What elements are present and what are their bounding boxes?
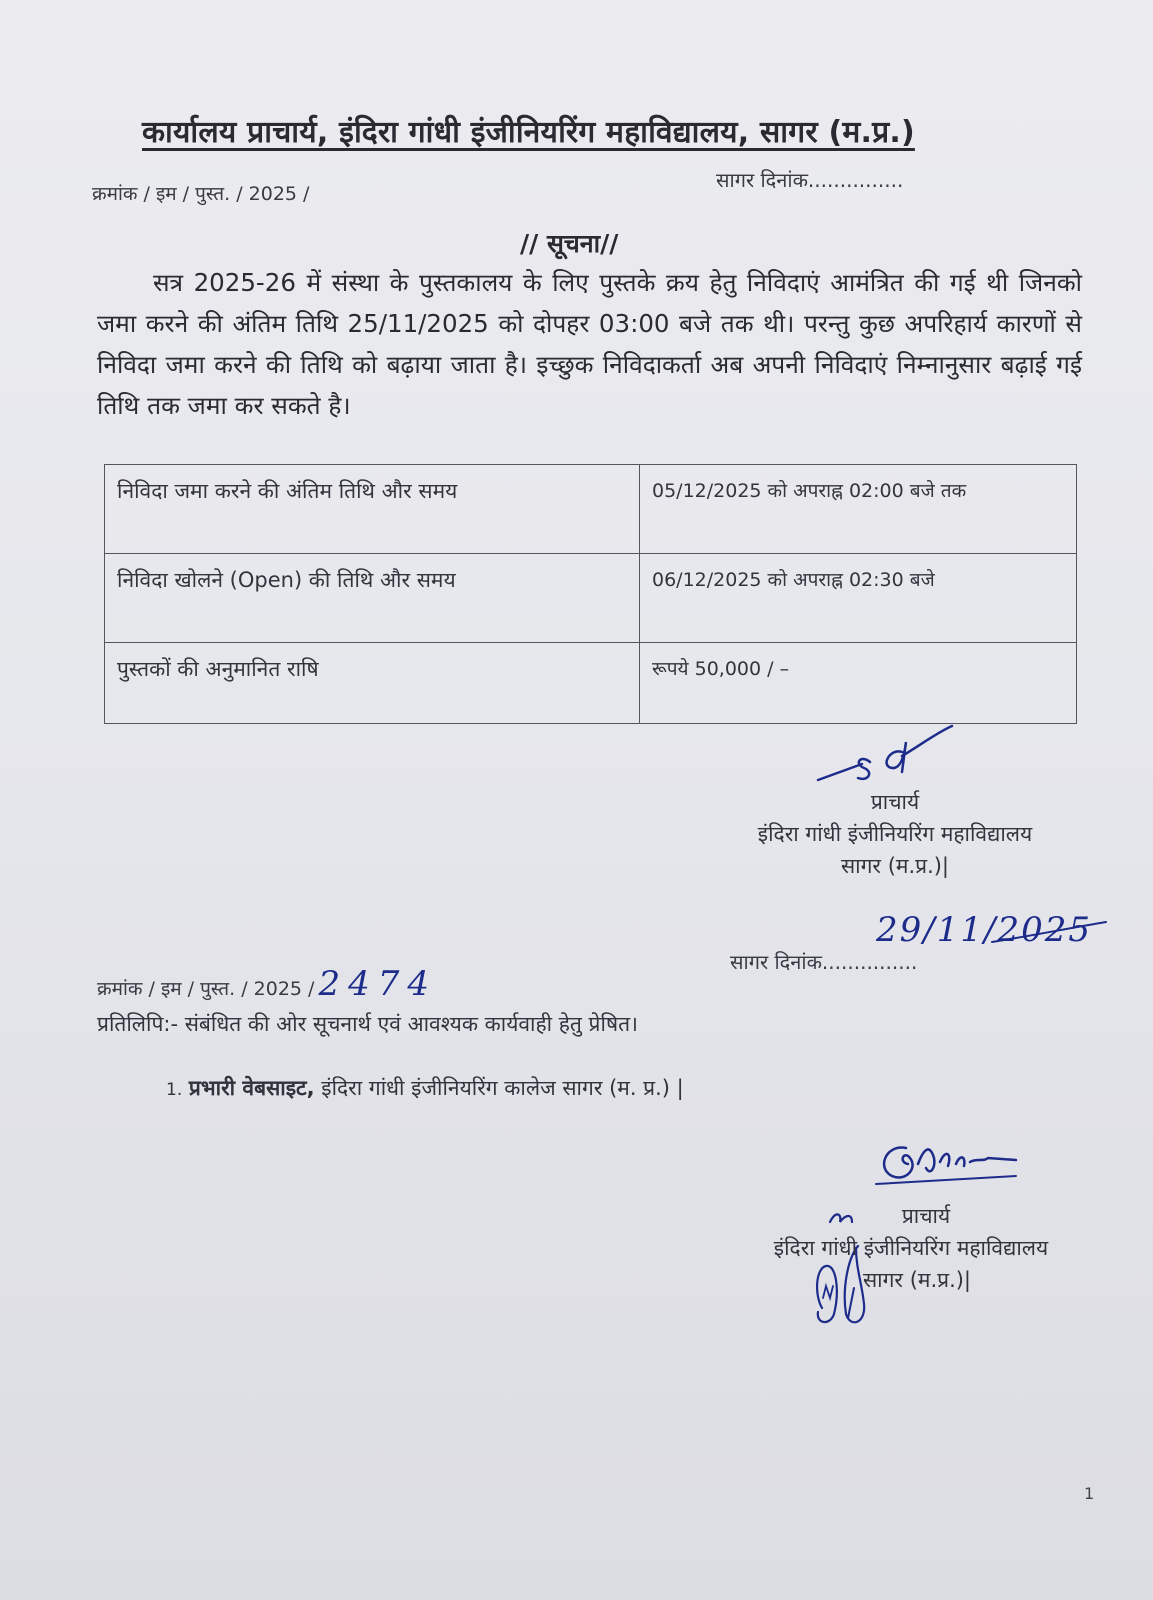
table-row: [105, 465, 1077, 554]
reference-number: क्रमांक / इम / पुस्त. / 2025 /: [92, 183, 310, 205]
signature-block-2: [746, 1200, 1076, 1296]
table-row: [105, 643, 1077, 724]
notice-body: [97, 262, 1082, 426]
detail-label: निविदा जमा करने की अंतिम तिथि और समय: [105, 465, 640, 554]
copy-date-field: सागर दिनांक...............: [730, 950, 918, 974]
notice-title: // सूचना//: [520, 229, 619, 258]
detail-label: पुस्तकों की अनुमानित राषि: [105, 643, 640, 724]
signature-block-1: [730, 786, 1060, 882]
signatory-designation: प्राचार्य: [870, 790, 920, 814]
office-heading: कार्यालय प्राचार्य, इंदिरा गांधी इंजीनियरिंग महाविद्यालय, सागर (म.प्र.): [142, 115, 915, 150]
detail-value: 06/12/2025 को अपराह्न 02:30 बजे: [640, 554, 1077, 643]
detail-label: निविदा खोलने (Open) की तिथि और समय: [105, 554, 640, 643]
date-field: सागर दिनांक...............: [716, 168, 904, 192]
signatory-designation: प्राचार्य: [901, 1204, 951, 1228]
date-underline-stroke: [990, 918, 1110, 948]
recipient-detail: इंदिरा गांधी इंजीनियरिंग कालेज सागर (म. प्र.) |: [314, 1076, 684, 1100]
tender-details-table: [104, 464, 1077, 724]
recipient-number: 1.: [166, 1080, 183, 1100]
signatory-place: सागर (म.प्र.)|: [862, 1268, 972, 1292]
handwritten-date: 29/11/2025: [876, 910, 1092, 950]
handwritten-dispatch-number: 2474: [318, 964, 437, 1004]
page-number: 1: [1084, 1484, 1095, 1503]
signatory-institution: इंदिरा गांधी इंजीनियरिंग महाविद्यालय: [773, 1236, 1049, 1260]
recipient-list-item: [166, 1074, 684, 1102]
notice-body-text: सत्र 2025-26 में संस्था के पुस्तकालय के लिए पुस्तके क्रय हेतु निविदाएं आमंत्रित की गई थी जिनको जमा करने की अंतिम तिथि 25/11/2025 को दोपहर 03:00 बजे तक थी। परन्तु कुछ अपरिहार्य कारणों से निविदा जमा करने की तिथि को बढ़ाया जाता है। इच्छुक निविदाकर्ता अब अपनी निविदाएं निम्नानुसार बढ़ाई गई तिथि तक जमा कर सकते है।: [97, 268, 1082, 420]
recipient-title: प्रभारी वेबसाइट,: [188, 1076, 315, 1100]
detail-value: रूपये 50,000 / –: [640, 643, 1077, 724]
signatory-institution: इंदिरा गांधी इंजीनियरिंग महाविद्यालय: [757, 822, 1033, 846]
sd-signature-mark: [810, 722, 960, 792]
copy-reference-number: क्रमांक / इम / पुस्त. / 2025 / 2474: [97, 964, 437, 1004]
detail-value: 05/12/2025 को अपराह्न 02:00 बजे तक: [640, 465, 1077, 554]
copy-to-line: प्रतिलिपि:- संबंधित की ओर सूचनार्थ एवं आवश्यक कार्यवाही हेतु प्रेषित।: [97, 1012, 639, 1036]
signatory-place: सागर (म.प्र.)|: [840, 854, 950, 878]
table-row: [105, 554, 1077, 643]
